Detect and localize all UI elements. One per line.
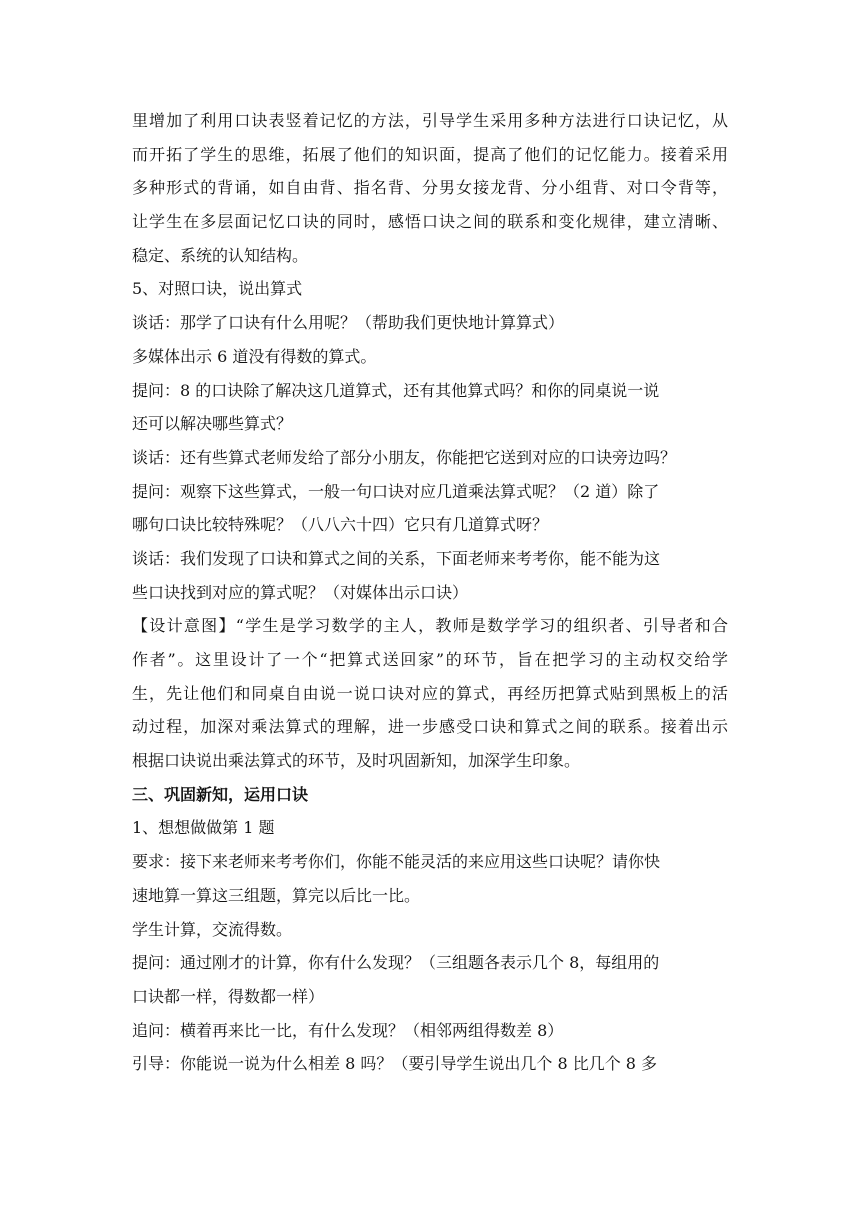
section-3-heading: 三、巩固新知，运用口诀 xyxy=(132,784,309,804)
question-line-1b: 还可以解决哪些算式？ xyxy=(132,414,293,434)
item-5-heading: 5、对照口诀，说出算式 xyxy=(132,279,303,299)
student-calc-line: 学生计算，交流得数。 xyxy=(132,919,293,939)
question-line-3b: 口诀都一样，得数都一样） xyxy=(132,986,325,1006)
text-line: 让学生在多层面记忆口诀的同时，感悟口诀之间的联系和变化规律，建立清晰、 xyxy=(132,212,728,232)
followup-line: 追问：横着再来比一比，有什么发现？（相邻两组得数差 8） xyxy=(132,1020,564,1040)
question-line-2a: 提问：观察下这些算式，一般一句口诀对应几道乘法算式呢？（2 道）除了 xyxy=(132,481,660,501)
text-line: 生，先让他们和同桌自由说一说口诀对应的算式，再经历把算式贴到黑板上的活 xyxy=(132,683,728,703)
text-line: 稳定、系统的认知结构。 xyxy=(132,245,309,265)
text-line: 【设计意图】“学生是学习数学的主人，教师是数学学习的组织者、引导者和合 xyxy=(132,616,728,636)
text-line: 而开拓了学生的思维，拓展了他们的知识面，提高了他们的记忆能力。接着采用 xyxy=(132,144,728,164)
requirement-line-a: 要求：接下来老师来考考你们，你能不能灵活的来应用这些口诀呢？请你快 xyxy=(132,852,661,872)
guide-line: 引导：你能说一说为什么相差 8 吗？（要引导学生说出几个 8 比几个 8 多 xyxy=(132,1054,658,1074)
question-line-2b: 哪句口诀比较特殊呢？（八八六十四）它只有几道算式呀？ xyxy=(132,515,549,535)
text-line: 多种形式的背诵，如自由背、指名背、分男女接龙背、分小组背、对口令背等， xyxy=(132,178,728,198)
talk-line-1: 谈话：那学了口诀有什么用呢？（帮助我们更快地计算算式） xyxy=(132,313,565,333)
paragraph-design-intent xyxy=(132,609,728,777)
text-line: 里增加了利用口诀表竖着记忆的方法，引导学生采用多种方法进行口诀记忆，从 xyxy=(132,111,728,130)
item-1-heading: 1、想想做做第 1 题 xyxy=(132,818,275,838)
question-line-3a: 提问：通过刚才的计算，你有什么发现？（三组题各表示几个 8，每组用的 xyxy=(132,953,660,973)
text-line: 根据口诀说出乘法算式的环节，及时巩固新知，加深学生印象。 xyxy=(132,751,581,771)
text-line: 作者”。这里设计了一个“把算式送回家”的环节，旨在把学习的主动权交给学 xyxy=(132,650,728,669)
talk-line-3b: 些口诀找到对应的算式呢？（对媒体出示口诀） xyxy=(132,582,469,602)
talk-line-3a: 谈话：我们发现了口诀和算式之间的关系，下面老师来考考你，能不能为这 xyxy=(132,548,661,568)
paragraph-intro xyxy=(132,104,728,272)
media-line-1: 多媒体出示 6 道没有得数的算式。 xyxy=(132,346,377,366)
question-line-1a: 提问：8 的口诀除了解决这几道算式，还有其他算式吗？和你的同桌说一说 xyxy=(132,380,660,400)
talk-line-2: 谈话：还有些算式老师发给了部分小朋友，你能把它送到对应的口诀旁边吗？ xyxy=(132,447,677,467)
text-line: 动过程，加深对乘法算式的理解，进一步感受口诀和算式之间的联系。接着出示 xyxy=(132,717,728,737)
requirement-line-b: 速地算一算这三组题，算完以后比一比。 xyxy=(132,885,421,905)
document-body xyxy=(132,104,732,1081)
